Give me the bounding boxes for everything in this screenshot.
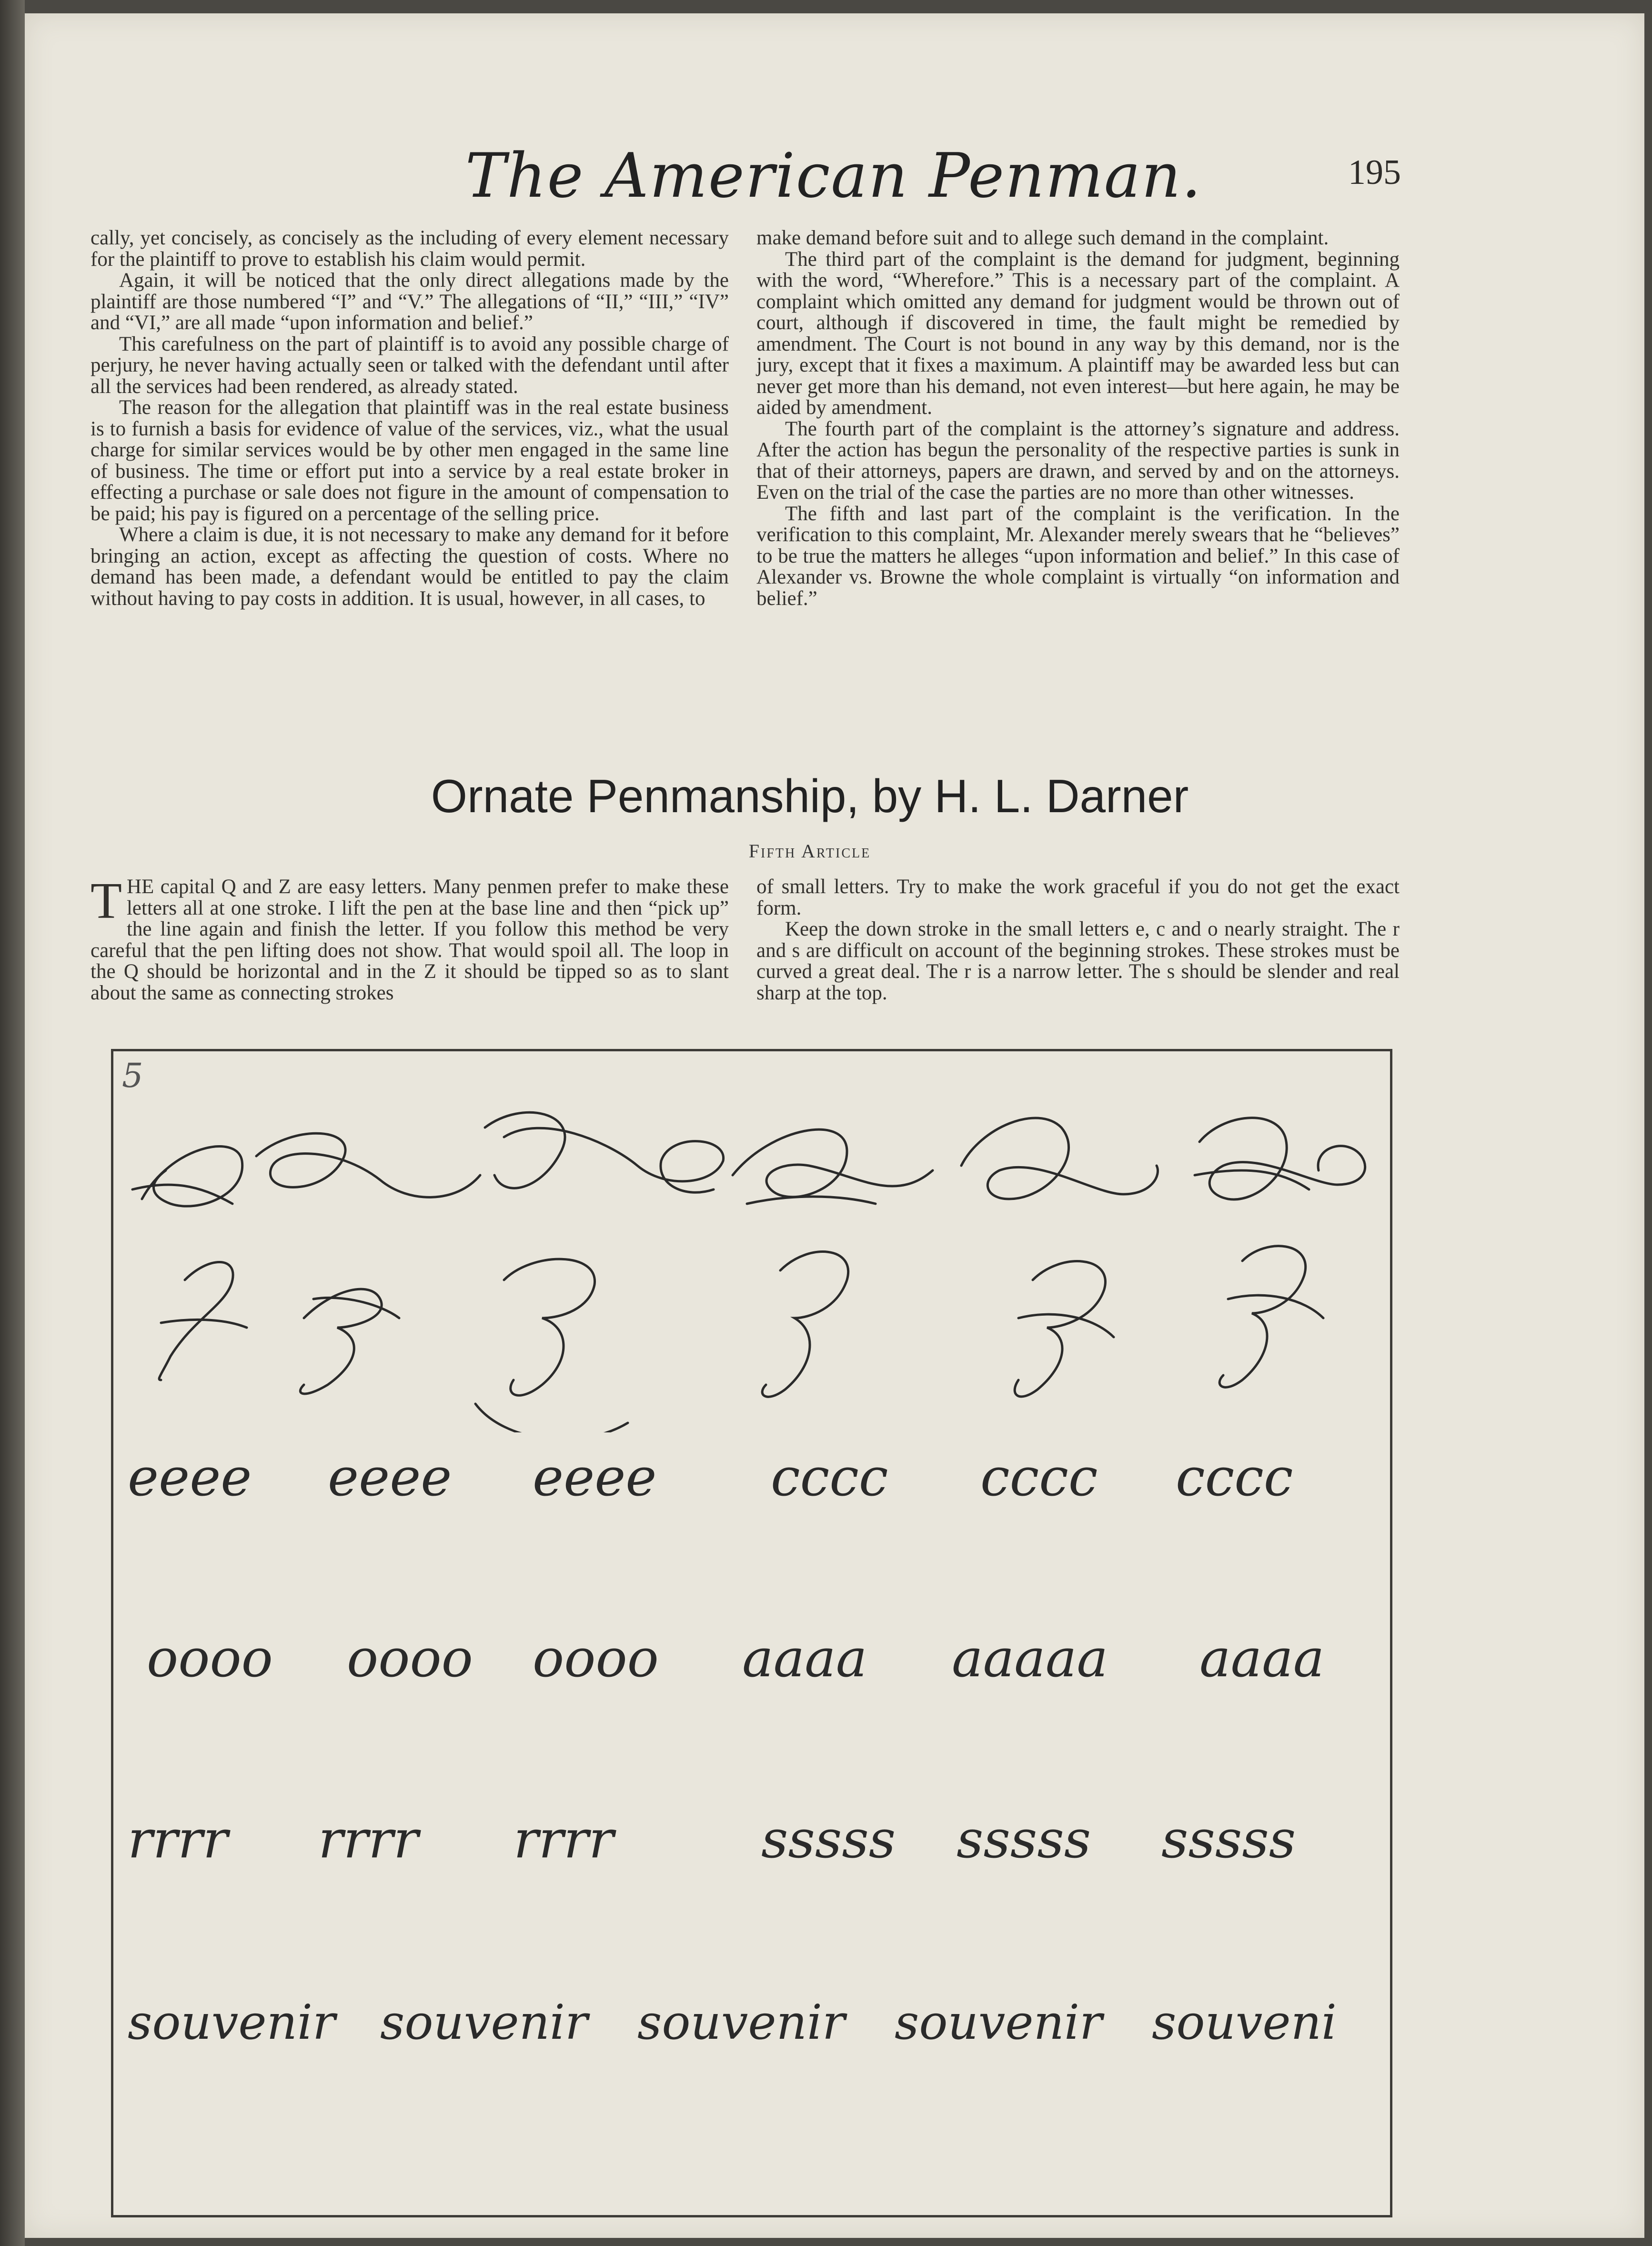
left-column	[91, 228, 729, 609]
script-group: sssss	[957, 1809, 1091, 1870]
script-group: aaaa	[1199, 1628, 1325, 1689]
souvenir-row	[113, 1994, 1390, 2066]
article-paragraph: Keep the down stroke in the small letters e, c and o nearly straight. The r and s are difficult on account of the beginning strokes. These strokes must be curved a great deal. The r is a narrow letter. The s should be slender and real sharp at the top.	[756, 918, 1400, 1004]
binding-gutter	[0, 0, 25, 2246]
script-group: aaaa	[742, 1628, 867, 1689]
script-group: souvenir	[895, 1994, 1102, 2050]
script-group: rrrr	[514, 1809, 614, 1870]
penmanship-plate	[111, 1049, 1392, 2217]
script-group: eeee	[533, 1447, 657, 1508]
script-group: rrrr	[128, 1809, 228, 1870]
script-group: oooo	[147, 1628, 273, 1689]
article-title: Ornate Penmanship, by H. L. Darner	[431, 770, 1189, 822]
script-group: eeee	[328, 1447, 452, 1508]
script-group: eeee	[128, 1447, 252, 1508]
capital-z-row	[159, 1246, 1323, 1432]
paragraph: The fifth and last part of the complaint is the verification. In the verification to this complaint, Mr. Alexander merely swears that he “believes” to be true the matters he alleges “upon information and belief.” In this case of Alexander vs. Browne the whole complaint is virtually “on information and belief.”	[756, 502, 1400, 610]
article-paragraph: of small letters. Try to make the work graceful if you do not get the exact form.	[756, 876, 1400, 919]
paragraph: This carefulness on the part of plaintiff is to avoid any possible charge of perjury, he never having actually seen or talked with the defendant until after all the services had been rendered, as already stated.	[91, 332, 729, 398]
page-number: 195	[1348, 153, 1401, 192]
paragraph: The reason for the allegation that plaintiff was in the real estate business is to furnish a basis for evidence of value of the services, viz., what the usual charge for similar services would be by other men engaged in the same line of business. The time or effort put into a service by a real estate broker in effecting a purchase or sale does not figure in the amount of compensation to be paid; his pay is figured on a percentage of the selling price.	[91, 396, 729, 525]
script-group: cccc	[1176, 1447, 1293, 1508]
paragraph: The fourth part of the complaint is the attorney’s signature and address. After the action has begun the personality of the respective parties is sunk in that of their attorneys, papers are drawn, and served by and on the attorneys. Even on the trial of the case the parties are no more than other witnesses.	[756, 417, 1400, 504]
drop-cap: T	[91, 873, 122, 929]
plate-number: 5	[122, 1056, 143, 1095]
article-left-column	[91, 873, 729, 1004]
paragraph: cally, yet concisely, as concisely as the including of every element necessary for the plaintiff to prove to establish his claim would permit.	[91, 227, 729, 271]
capital-q-z-flourishes	[113, 1051, 1390, 1432]
article-text: HE capital Q and Z are easy letters. Many penmen prefer to make these letters all at one stroke. I lift the pen at the base line and then “pick up” the line again and finish the letter. If you follow this method be very careful that the pen lifting does not show. That would spoil all. The loop in the Q should be horizontal and in the Z it should be tipped so as to slant about the same as connecting strokes	[91, 876, 729, 1004]
e-and-c-row	[113, 1447, 1390, 1518]
script-group: oooo	[533, 1628, 659, 1689]
script-group: aaaaa	[952, 1628, 1108, 1689]
article-paragraph	[91, 873, 729, 1004]
script-group: cccc	[980, 1447, 1098, 1508]
article-right-column	[756, 876, 1400, 1004]
r-and-s-row	[113, 1809, 1390, 1880]
script-group: souvenir	[637, 1994, 845, 2050]
capital-q-row	[132, 1112, 1365, 1206]
script-group: oooo	[347, 1628, 473, 1689]
script-group: sssss	[761, 1809, 896, 1870]
o-and-a-row	[113, 1628, 1390, 1699]
right-column	[756, 228, 1400, 609]
article-subtitle: Fifth Article	[748, 840, 871, 862]
paragraph: make demand before suit and to allege such demand in the complaint.	[756, 227, 1329, 249]
script-group: sssss	[1161, 1809, 1296, 1870]
script-group: souvenir	[128, 1994, 335, 2050]
script-group: cccc	[771, 1447, 888, 1508]
script-group: souveni	[1152, 1994, 1337, 2050]
masthead-title: The American Penman.	[465, 141, 1202, 212]
paragraph: Again, it will be noticed that the only direct allegations made by the plaintiff are those numbered “I” and “V.” The allegations of “II,” “III,” “IV” and “VI,” are all made “upon information and belief.”	[91, 269, 729, 334]
paragraph: The third part of the complaint is the demand for judgment, beginning with the word, “Wherefore.” This is a necessary part of the complaint. A complaint which omitted any demand for judgment would be thrown out of court, although if discovered in time, the fault might be remedied by amendment. The Court is not bound in any way by this demand, nor is the jury, except that it fixes a maximum. A plaintiff may be awarded less but can never get more than his demand, not even interest—but here again, he may be aided by amendment.	[756, 248, 1400, 419]
script-group: rrrr	[318, 1809, 419, 1870]
script-group: souvenir	[380, 1994, 588, 2050]
paragraph: Where a claim is due, it is not necessary to make any demand for it before bringing an action, except as affecting the question of costs. Where no demand has been made, a defendant would be entitled to pay the claim without having to pay costs in addition. It is usual, however, in all cases, to	[91, 524, 729, 610]
